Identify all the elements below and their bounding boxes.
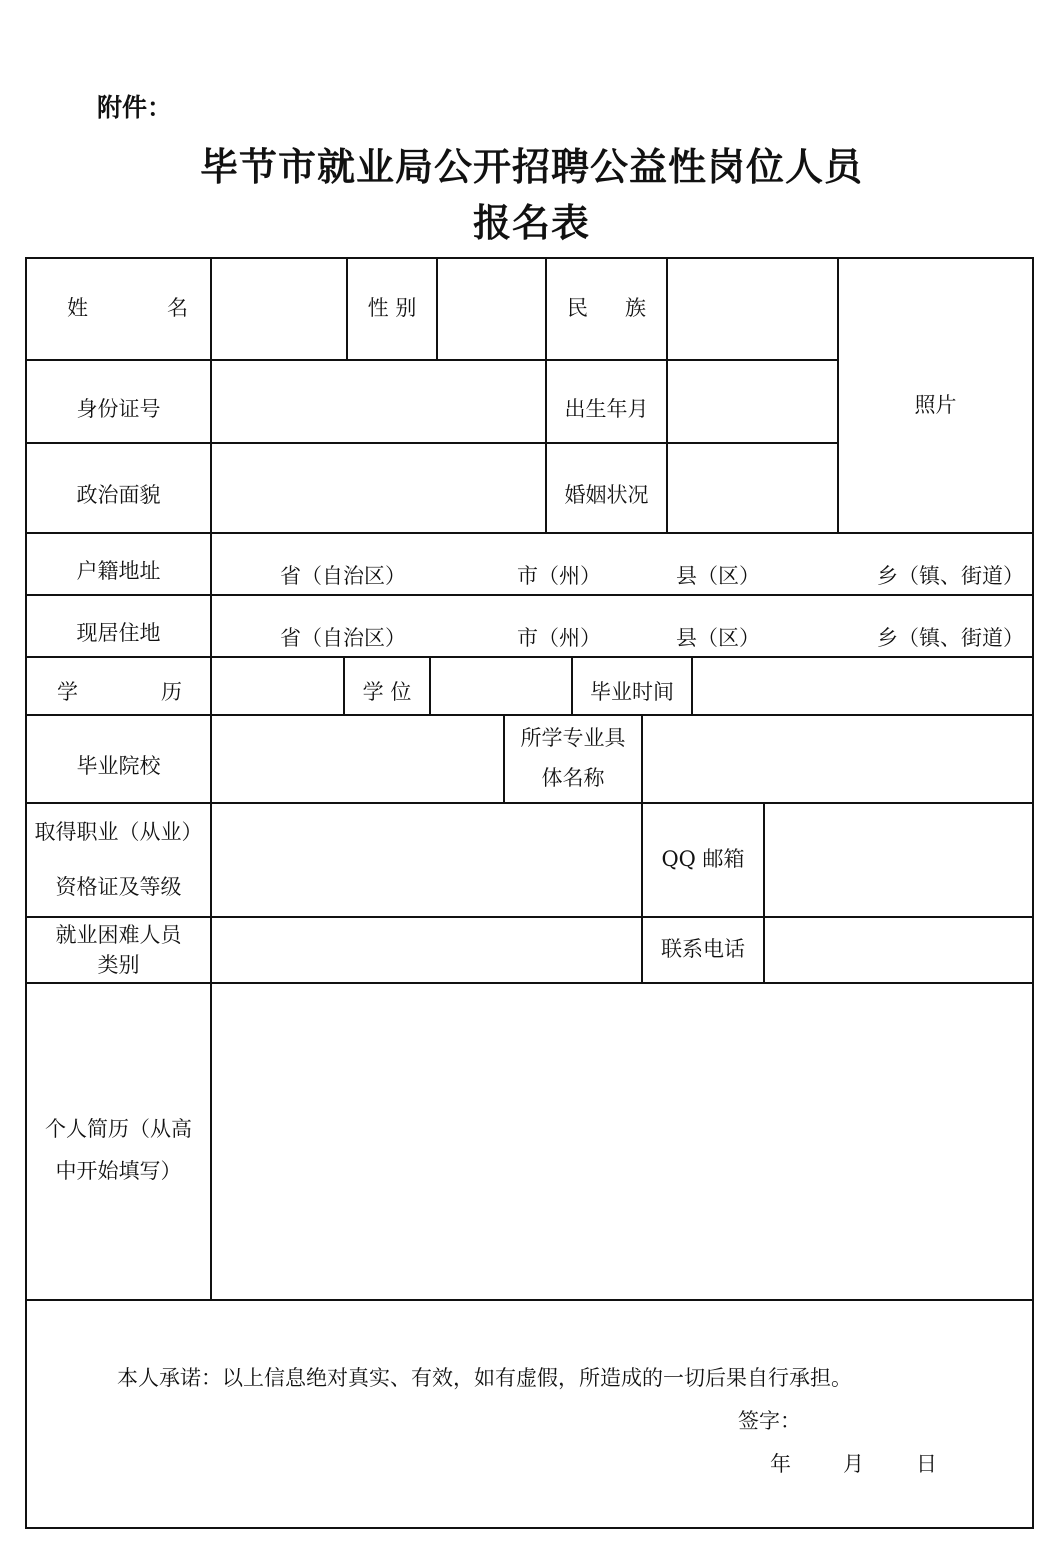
political-label: 政治面貌 xyxy=(76,483,161,508)
resume-label xyxy=(27,984,210,1299)
ethnicity-label xyxy=(547,259,666,359)
pledge-text: 本人承诺：以上信息绝对真实、有效，如有虚假，所造成的一切后果自行承担。 xyxy=(117,1366,852,1390)
household-label: 户籍地址 xyxy=(76,559,161,584)
form-title: 毕节市就业局公开招聘公益性岗位人员 xyxy=(199,144,863,189)
gender-label: 性 别 xyxy=(367,296,417,321)
residence-county: 县（区） xyxy=(676,626,760,650)
marital-label: 婚姻状况 xyxy=(564,483,649,508)
certificate-label-line2: 资格证及等级 xyxy=(55,875,182,899)
residence-city: 市（州） xyxy=(517,626,601,650)
household-city: 市（州） xyxy=(517,564,601,588)
id-number-label: 身份证号 xyxy=(76,396,161,421)
household-township: 乡（镇、街道） xyxy=(877,564,1024,588)
photo-box[interactable]: 照片 xyxy=(914,393,957,417)
hardship-label-line1: 就业困难人员 xyxy=(55,922,182,947)
resume-label-line2: 中开始填写） xyxy=(55,1158,182,1183)
attachment-label: 附件： xyxy=(97,93,173,122)
ethnicity-label-b: 族 xyxy=(625,296,646,321)
resume-label-line1: 个人简历（从高 xyxy=(45,1116,192,1141)
name-label-a: 姓 xyxy=(67,296,88,321)
col-line xyxy=(429,656,431,715)
certificate-label xyxy=(27,804,210,916)
form-subtitle: 报名表 xyxy=(472,200,590,245)
education-label-a: 学 xyxy=(57,680,78,705)
residence-label: 现居住地 xyxy=(76,621,161,646)
name-label-b: 名 xyxy=(167,296,188,321)
date-line xyxy=(770,1448,937,1478)
education-label xyxy=(27,658,210,714)
residence-province: 省（自治区） xyxy=(280,626,406,650)
residence-township: 乡（镇、街道） xyxy=(877,626,1024,650)
row-line xyxy=(25,1299,1034,1301)
col-line xyxy=(763,802,765,983)
name-label xyxy=(27,259,210,359)
date-year: 年 xyxy=(770,1452,791,1476)
major-label-line1: 所学专业具 xyxy=(520,726,626,751)
phone-label: 联系电话 xyxy=(661,937,745,962)
ethnicity-label-a: 民 xyxy=(567,296,588,321)
household-province: 省（自治区） xyxy=(280,564,406,588)
major-label xyxy=(505,716,641,802)
hardship-label xyxy=(27,918,210,982)
major-label-line2: 体名称 xyxy=(541,766,605,790)
household-county: 县（区） xyxy=(676,564,760,588)
grad-time-label: 毕业时间 xyxy=(590,680,674,705)
birth-label: 出生年月 xyxy=(564,396,649,421)
school-label: 毕业院校 xyxy=(76,754,161,779)
signature-label: 签字： xyxy=(738,1409,801,1433)
col-line xyxy=(210,257,212,1300)
date-day: 日 xyxy=(916,1452,937,1476)
col-line xyxy=(436,257,438,360)
hardship-label-line2: 类别 xyxy=(97,953,140,977)
certificate-label-line1: 取得职业（从业） xyxy=(34,820,203,845)
col-line xyxy=(691,656,693,715)
col-line xyxy=(666,257,668,533)
date-month: 月 xyxy=(843,1452,864,1476)
qq-email-label: QQ 邮箱 xyxy=(661,847,745,872)
education-label-b: 历 xyxy=(161,680,182,705)
degree-label: 学 位 xyxy=(362,680,412,705)
